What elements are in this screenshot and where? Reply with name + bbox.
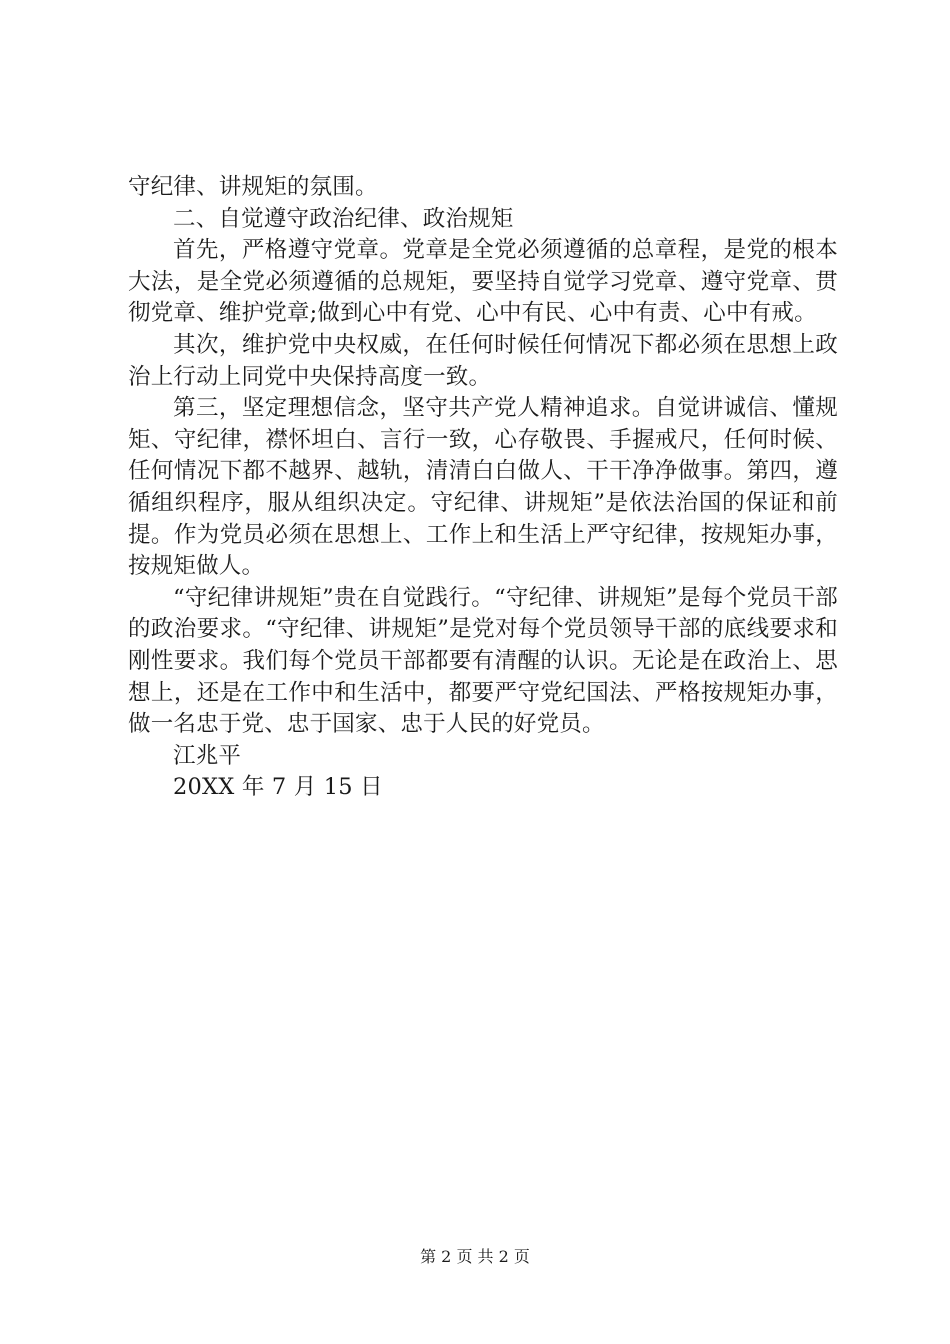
paragraph-5: 第三，坚定理想信念，坚守共产党人精神追求。自觉讲诚信、懂规矩、守纪律，襟怀坦白、言行一致，心存敬畏、手握戒尺，任何时候、任何情况下都不越界、越轨，清清白白做人、干干净净做事。第四，遵循组织程序，服从组织决定。守纪律、讲规矩”是依法治国的保证和前提。作为党员必须在思想上、工作上和生活上严守纪律，按规矩办事，按规矩做人。 bbox=[128, 395, 838, 580]
paragraph-4: 其次，维护党中央权威，在任何时候任何情况下都必须在思想上政治上行动上同党中央保持高度一致。 bbox=[128, 331, 838, 390]
page-number-footer: 第 2 页 共 2 页 bbox=[420, 1247, 530, 1266]
author-name: 江兆平 bbox=[173, 742, 242, 769]
paragraph-3: 首先，严格遵守党章。党章是全党必须遵循的总章程，是党的根本大法，是全党必须遵循的总规矩，要坚持自觉学习党章、遵守党章、贯彻党章、维护党章;做到心中有党、心中有民、心中有责、心中有戒。 bbox=[128, 237, 838, 327]
section-heading: 二、自觉遵守政治纪律、政治规矩 bbox=[173, 205, 514, 232]
paragraph-6: “守纪律讲规矩”贵在自觉践行。“守纪律、讲规矩”是每个党员干部的政治要求。“守纪律、讲规矩”是党对每个党员领导干部的底线要求和刚性要求。我们每个党员干部都要有清醒的认识。无论是在政治上、思想上，还是在工作中和生活中，都要严守党纪国法、严格按规矩办事，做一名忠于党、忠于国家、忠于人民的好党员。 bbox=[128, 584, 838, 738]
paragraph-1: 守纪律、讲规矩的氛围。 bbox=[128, 174, 378, 200]
document-body bbox=[128, 172, 838, 804]
document-date: 20XX 年 7 月 15 日 bbox=[173, 774, 383, 801]
